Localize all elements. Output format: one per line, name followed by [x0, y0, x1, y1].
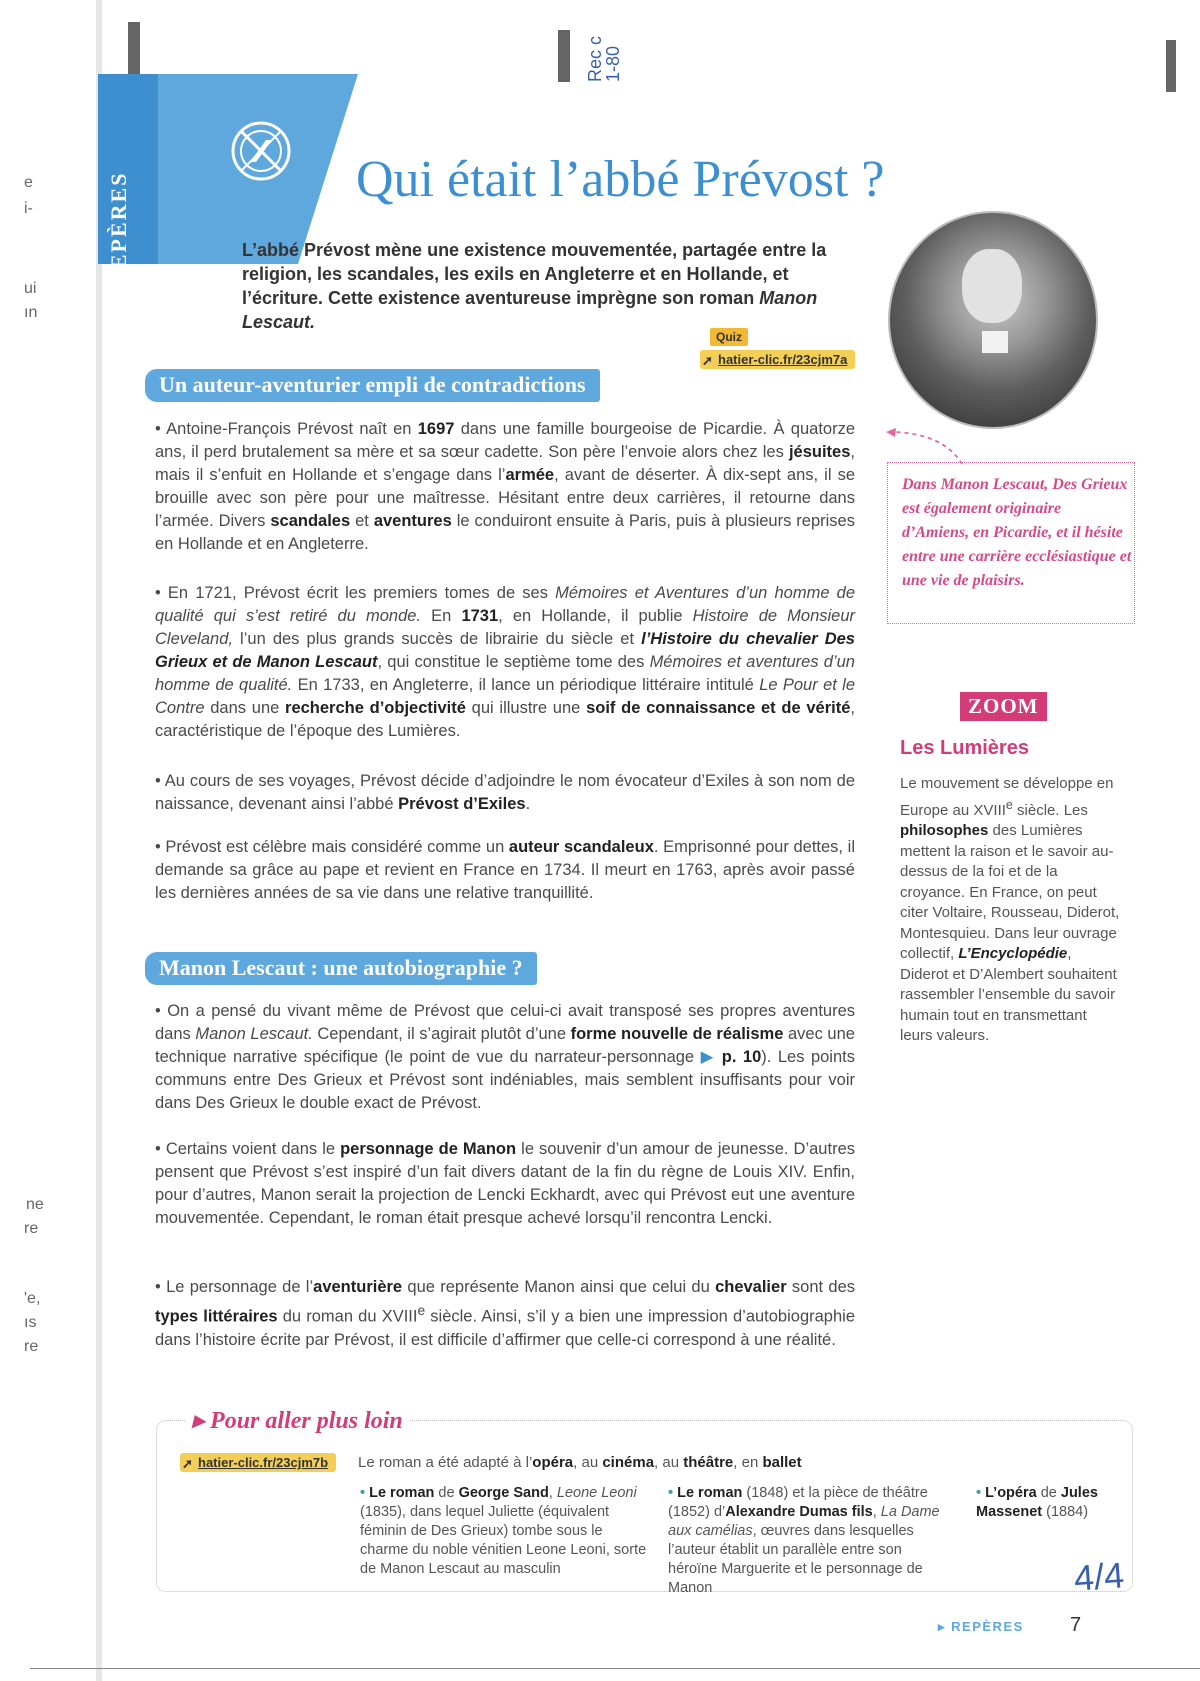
- reperes-tab-label: REPÈRES: [106, 171, 131, 287]
- quiz-tag: Quiz: [710, 328, 748, 346]
- compass-icon: [228, 118, 294, 184]
- margin-fragment: ne: [26, 1196, 44, 1213]
- further-item-dumas: • Le roman (1848) et la pièce de théâtre (1852) d’Alexandre Dumas fils, La Dame aux camélias, œuvres dans lesquelles l’auteur établit un parallèle entre son héroïne Marguerite et le personnage de Manon: [668, 1485, 940, 1596]
- paragraph: • Au cours de ses voyages, Prévost décide d’adjoindre le nom évocateur d’Exiles à son nom de naissance, devenant ainsi l’abbé Prévost d’Exiles.: [155, 772, 855, 813]
- page-title: Qui était l’abbé Prévost ?: [356, 151, 885, 208]
- margin-fragment: re: [24, 1338, 39, 1355]
- page-number: 7: [1070, 1614, 1082, 1636]
- zoom-heading: Les Lumières: [900, 737, 1029, 759]
- bullet-icon: •: [668, 1485, 674, 1501]
- bullet-icon: •: [360, 1485, 366, 1501]
- reperes-tab: [98, 74, 158, 287]
- further-item-massenet: • L’opéra de Jules Massenet (1884): [976, 1485, 1098, 1520]
- further-link[interactable]: ➚ hatier-clic.fr/23cjm7b: [180, 1453, 336, 1472]
- paragraph: • Antoine-François Prévost naît en 1697 dans une famille bourgeoise de Picardie. À quatorze ans, il perd brutalement sa mère et sa sœur cadette. Son père l’envoie alors chez les jésuites, mais il s’enfuit en Hollande et s’engage dans l’armée, avant de déserter. À dix-sept ans, il se brouille avec son père pour une maîtresse. Hésitant entre deux carrières, il retourne dans l’armée. Divers scandales et aventures le conduiront ensuite à Paris, puis à plusieurs reprises en Hollande et en Angleterre.: [155, 420, 856, 553]
- intro-paragraph: L’abbé Prévost mène une existence mouvementée, partagée entre la religion, les scandales, les exils en Angleterre et en Hollande, et l’écriture. Cette existence aventureuse imprègne son roman Manon Lescaut.: [242, 240, 827, 332]
- quiz-link[interactable]: ➚ hatier-clic.fr/23cjm7a: [700, 350, 855, 369]
- bullet-icon: •: [976, 1485, 982, 1501]
- scan-mark: [128, 22, 140, 74]
- bottom-rule: [30, 1668, 1200, 1669]
- portrait-face: [962, 249, 1022, 323]
- left-margin-fragments: [0, 0, 60, 1681]
- paragraph: • Certains voient dans le personnage de Manon le souvenir d’un amour de jeunesse. D’autres pensent que Prévost s’est inspiré d’un fait divers datant de la fin du règne de Louis XIV. Enfin, pour d’autres, Manon serait la projection de Lencki Eckhardt, avec qui Prévost eut une aventure mouvementée. Cependant, le roman était presque achevé lorsqu’il rencontra Lencki.: [155, 1140, 855, 1227]
- paragraph: • On a pensé du vivant même de Prévost que celui-ci avait transposé ses propres aventures dans Manon Lescaut. Cependant, il s’agirait plutôt d’une forme nouvelle de réalisme avec une technique narrative spécifique (le point de vue du narrateur-personnage ▶ p. 10). Les points communs entre Des Grieux et Prévost sont indéniables, mais semblent insuffisants pour voir dans Des Grieux le double exact de Prévost.: [155, 1002, 855, 1112]
- paragraph: • En 1721, Prévost écrit les premiers tomes de ses Mémoires et Aventures d’un homme de qualité qui s’est retiré du monde. En 1731, en Hollande, il publie Histoire de Monsieur Cleveland, l’un des plus grands succès de librairie du siècle et l’Histoire du chevalier Des Grieux et de Manon Lescaut, qui constitue le septième tome des Mémoires et aventures d’un homme de qualité. En 1733, en Angleterre, il lance un périodique littéraire intitulé Le Pour et le Contre dans une recherche d’objectivité qui illustre une soif de connaissance et de vérité, caractéristique de l’époque des Lumières.: [155, 584, 856, 740]
- paragraph: • Le personnage de l’aventurière que représente Manon ainsi que celui du chevalier sont des types littéraires du roman du XVIIIe siècle. Ainsi, s’il y a bien une impression d’autobiographie dans l’histoire écrite par Prévost, il est difficile d’affirmer que celle-ci correspond à une réalité.: [155, 1278, 855, 1349]
- further-heading: ▸ Pour aller plus loin: [186, 1406, 409, 1435]
- further-intro: Le roman a été adapté à l’opéra, au cinéma, au théâtre, en ballet: [358, 1454, 802, 1471]
- margin-fragment: e: [24, 174, 33, 191]
- cursor-arrow-icon: ➚: [702, 353, 713, 368]
- section-title-auteur: Un auteur-aventurier empli de contradictions: [145, 369, 600, 402]
- margin-fragment: ui: [24, 280, 37, 297]
- handwritten-note-top: Rec c 1-80: [585, 35, 623, 82]
- scan-mark: [558, 30, 570, 82]
- zoom-body: Le mouvement se développe en Europe au XVIIIe siècle. Les philosophes des Lumières mettent la raison et le savoir au-dessus de la foi et de la croyance. En France, on peut citer Voltaire, Rousseau, Diderot, Montesquieu. Dans leur ouvrage collectif, L’Encyclopédie, Diderot et D’Alembert souhaitent rassembler l’ensemble du savoir humain tout en transmettant leurs valeurs.: [900, 775, 1120, 1044]
- margin-fragment: re: [24, 1220, 39, 1237]
- margin-fragment: i-: [24, 200, 33, 217]
- page-reference-icon: ▶: [700, 1048, 716, 1066]
- further-item-sand: • Le roman de George Sand, Leone Leoni (1835), dans lequel Juliette (équivalent féminin de Des Grieux) tombe sous le charme du noble vénitien Leone Leoni, sorte de Manon Lescaut au masculin: [360, 1485, 647, 1577]
- footer-section-label: ▸ REPÈRES: [938, 1619, 1024, 1634]
- margin-fragment: ın: [24, 304, 38, 321]
- zoom-tag: ZOOM: [960, 692, 1047, 721]
- scan-mark: [1166, 40, 1176, 92]
- handwritten-note-bottom: 4/4: [1072, 1554, 1126, 1599]
- paragraph: • Prévost est célèbre mais considéré comme un auteur scandaleux. Emprisonné pour dettes, il demande sa grâce au pape et revient en France en 1734. Il meurt en 1763, après avoir passé les dernières années de sa vie dans une relative tranquillité.: [155, 838, 856, 902]
- margin-fragment: 'e,: [24, 1290, 41, 1307]
- section-title-autobiographie: Manon Lescaut : une autobiographie ?: [145, 952, 537, 985]
- portrait-collar: [982, 331, 1008, 353]
- margin-fragment: ıs: [24, 1314, 37, 1331]
- sidenote-text: Dans Manon Lescaut, Des Grieux est également originaire d’Amiens, en Picardie, et il hésite entre une carrière ecclésiastique et une vie de plaisirs.: [902, 476, 1132, 589]
- cursor-arrow-icon: ➚: [182, 1456, 193, 1471]
- portrait-image: [890, 213, 1096, 427]
